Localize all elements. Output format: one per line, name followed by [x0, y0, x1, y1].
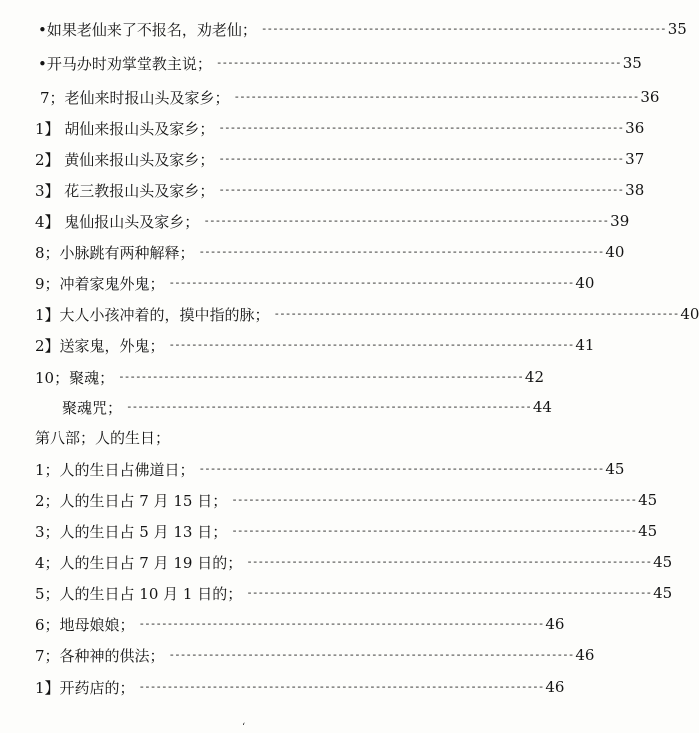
toc-entry: [35, 148, 645, 170]
entry-label: 6；地母娘娘；: [35, 615, 135, 634]
dot-leader: ------------------------------------------------------------------------: [246, 586, 652, 599]
toc-entry: [35, 520, 658, 542]
entry-page-number: 40: [605, 243, 625, 261]
toc-entry: [35, 241, 625, 263]
dot-leader: ------------------------------------------------------------------------: [126, 400, 531, 413]
entry-page-number: 41: [575, 336, 595, 354]
entry-label: 1；人的生日占佛道日；: [35, 460, 195, 479]
dot-leader: ------------------------------------------------------------------------: [168, 276, 574, 289]
dot-leader: ------------------------------------------------------------------------: [231, 524, 637, 537]
dot-leader: ------------------------------------------------------------------------: [203, 214, 609, 227]
entry-page-number: 45: [605, 460, 625, 478]
entry-page-number: 38: [625, 181, 645, 199]
entry-label: 10；聚魂；: [35, 368, 115, 387]
dot-leader: ------------------------------------------------------------------------: [198, 245, 604, 258]
entry-page-number: 37: [625, 150, 645, 168]
entry-label: 4；人的生日占 7 月 19 日的；: [35, 553, 243, 572]
dot-leader: ------------------------------------------------------------------------: [198, 462, 604, 475]
dot-leader: ------------------------------------------------------------------------: [260, 22, 666, 35]
entry-page-number: 45: [653, 553, 673, 571]
dot-leader: ------------------------------------------------------------------------: [246, 555, 652, 568]
entry-label: 2】 黄仙来报山头及家乡；: [35, 150, 215, 169]
toc-entry: [35, 117, 645, 139]
entry-page-number: 46: [575, 646, 595, 664]
entry-label: •如果老仙来了不报名，劝老仙；: [38, 20, 257, 39]
dot-leader: ------------------------------------------------------------------------: [218, 183, 624, 196]
toc-entry: [35, 303, 699, 325]
dot-leader: ------------------------------------------------------------------------: [168, 648, 574, 661]
page-footer-mark: ‘: [242, 722, 246, 733]
dot-leader: ------------------------------------------------------------------------: [233, 90, 639, 103]
entry-page-number: 46: [545, 615, 565, 633]
toc-entry: [35, 458, 625, 480]
toc-entry: [35, 676, 565, 698]
toc-entry: [35, 179, 645, 201]
entry-page-number: 45: [638, 491, 658, 509]
entry-label: 1】大人小孩冲着的，摸中指的脉；: [35, 305, 270, 324]
entry-page-number: 44: [532, 398, 552, 416]
toc-entry: [35, 644, 595, 666]
toc-entry: [38, 18, 687, 40]
entry-label: 7；老仙来时报山头及家乡；: [40, 88, 230, 107]
dot-leader: ------------------------------------------------------------------------: [218, 152, 624, 165]
dot-leader: ------------------------------------------------------------------------: [218, 121, 624, 134]
toc-entry: [35, 613, 565, 635]
toc-entry: [35, 366, 545, 388]
toc-entry: [35, 582, 673, 604]
toc-entry: [35, 272, 595, 294]
entry-label: 4】 鬼仙报山头及家乡；: [35, 212, 200, 231]
entry-label: 1】开药店的；: [35, 678, 135, 697]
entry-label: 7；各种神的供法；: [35, 646, 165, 665]
toc-entry: [62, 396, 552, 418]
entry-label: 2】送家鬼，外鬼；: [35, 336, 165, 355]
entry-page-number: 36: [640, 88, 660, 106]
dot-leader: ------------------------------------------------------------------------: [231, 493, 637, 506]
entry-label: 2；人的生日占 7 月 15 日；: [35, 491, 228, 510]
entry-page-number: 40: [575, 274, 595, 292]
toc-entry: [35, 334, 595, 356]
toc-entry: [35, 489, 658, 511]
entry-page-number: 36: [625, 119, 645, 137]
toc-entry: [40, 86, 660, 108]
entry-label: 聚魂咒；: [62, 398, 123, 417]
entry-label: 1】 胡仙来报山头及家乡；: [35, 119, 215, 138]
entry-label: 5；人的生日占 10 月 1 日的；: [35, 584, 243, 603]
dot-leader: ------------------------------------------------------------------------: [138, 617, 544, 630]
entry-label: •开马办时劝掌堂教主说；: [38, 54, 212, 73]
entry-page-number: 35: [667, 20, 687, 38]
dot-leader: ------------------------------------------------------------------------: [118, 370, 523, 383]
entry-page-number: 46: [545, 678, 565, 696]
entry-label: 3】 花三教报山头及家乡；: [35, 181, 215, 200]
entry-page-number: 45: [638, 522, 658, 540]
entry-page-number: 42: [524, 368, 545, 386]
dot-leader: ------------------------------------------------------------------------: [168, 338, 574, 351]
toc-entry: [35, 551, 673, 573]
dot-leader: ------------------------------------------------------------------------: [273, 307, 679, 320]
entry-page-number: 35: [622, 54, 642, 72]
section-heading: 第八部；人的生日；: [35, 429, 171, 447]
entry-label: 3；人的生日占 5 月 13 日；: [35, 522, 228, 541]
entry-page-number: 39: [610, 212, 630, 230]
entry-label: 9；冲着家鬼外鬼；: [35, 274, 165, 293]
dot-leader: ------------------------------------------------------------------------: [215, 56, 621, 69]
entry-page-number: 40: [680, 305, 699, 323]
toc-entry: [35, 210, 630, 232]
dot-leader: ------------------------------------------------------------------------: [138, 680, 544, 693]
entry-page-number: 45: [653, 584, 673, 602]
entry-label: 8；小脉跳有两种解释；: [35, 243, 195, 262]
toc-entry: [38, 52, 642, 74]
